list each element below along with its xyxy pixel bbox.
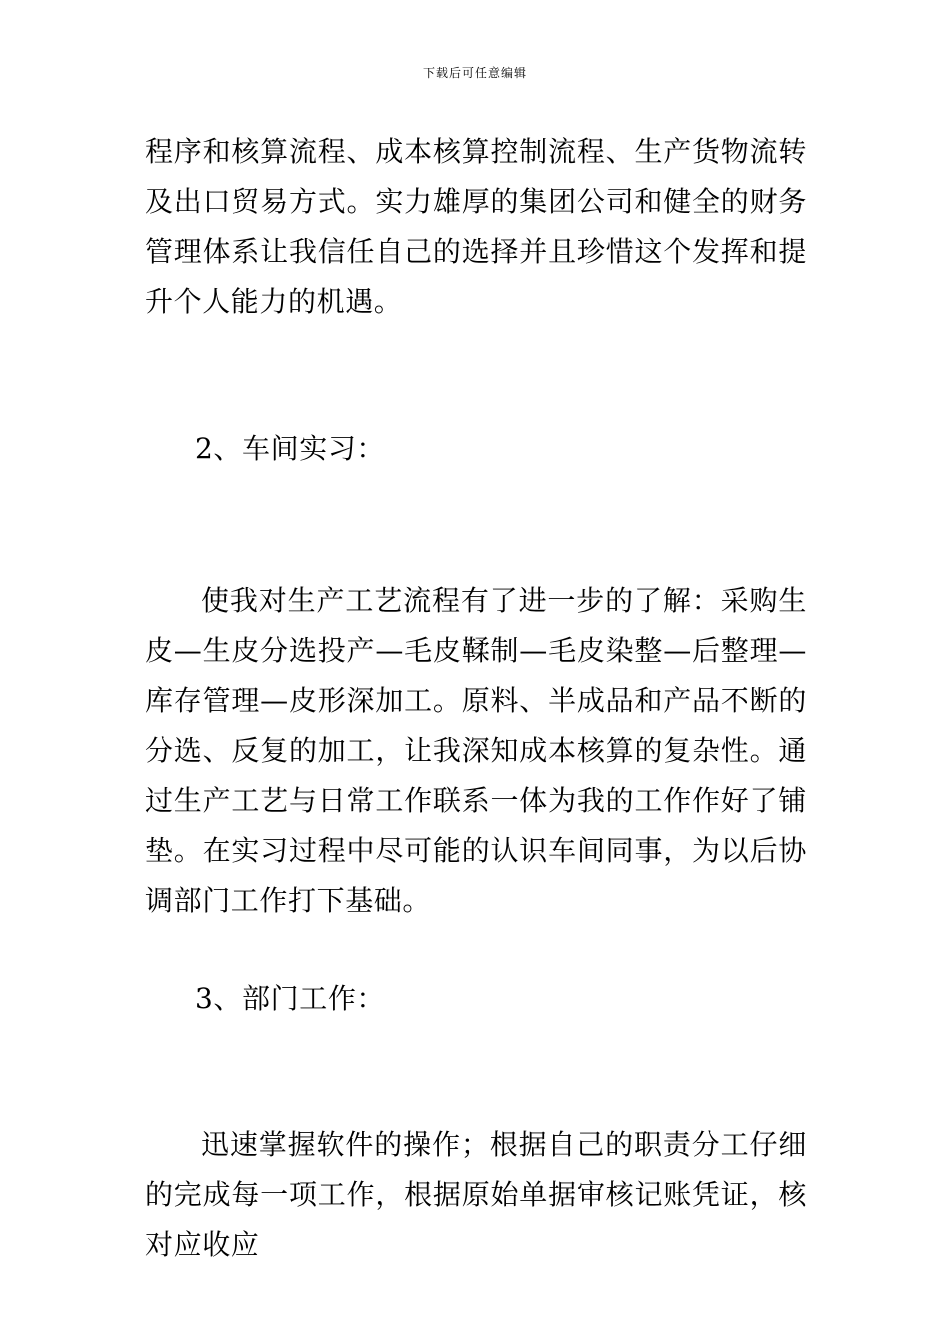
section-heading-workshop-internship: 2、车间实习： <box>195 432 386 465</box>
section-heading-department-work: 3、部门工作： <box>195 982 386 1015</box>
paragraph-continuation: 程序和核算流程、成本核算控制流程、生产货物流转及出口贸易方式。实力雄厚的集团公司和健全的财务管理体系让我信任自己的选择并且珍惜这个发挥和提升个人能力的机遇。 <box>145 135 807 318</box>
page-header: 下载后可任意编辑 <box>422 66 527 80</box>
paragraph-workshop-internship: 使我对生产工艺流程有了进一步的了解：采购生皮—生皮分选投产—毛皮鞣制—毛皮染整—后整理—库存管理—皮形深加工。原料、半成品和产品不断的分选、反复的加工，让我深知成本核算的复杂性。通过生产工艺与日常工作联系一体为我的工作作好了铺垫。在实习过程中尽可能的认识车间同事，为以后协调部门工作打下基础。 <box>145 584 807 917</box>
paragraph-department-work: 迅速掌握软件的操作；根据自己的职责分工仔细的完成每一项工作，根据原始单据审核记账凭证，核对应收应 <box>145 1128 807 1261</box>
